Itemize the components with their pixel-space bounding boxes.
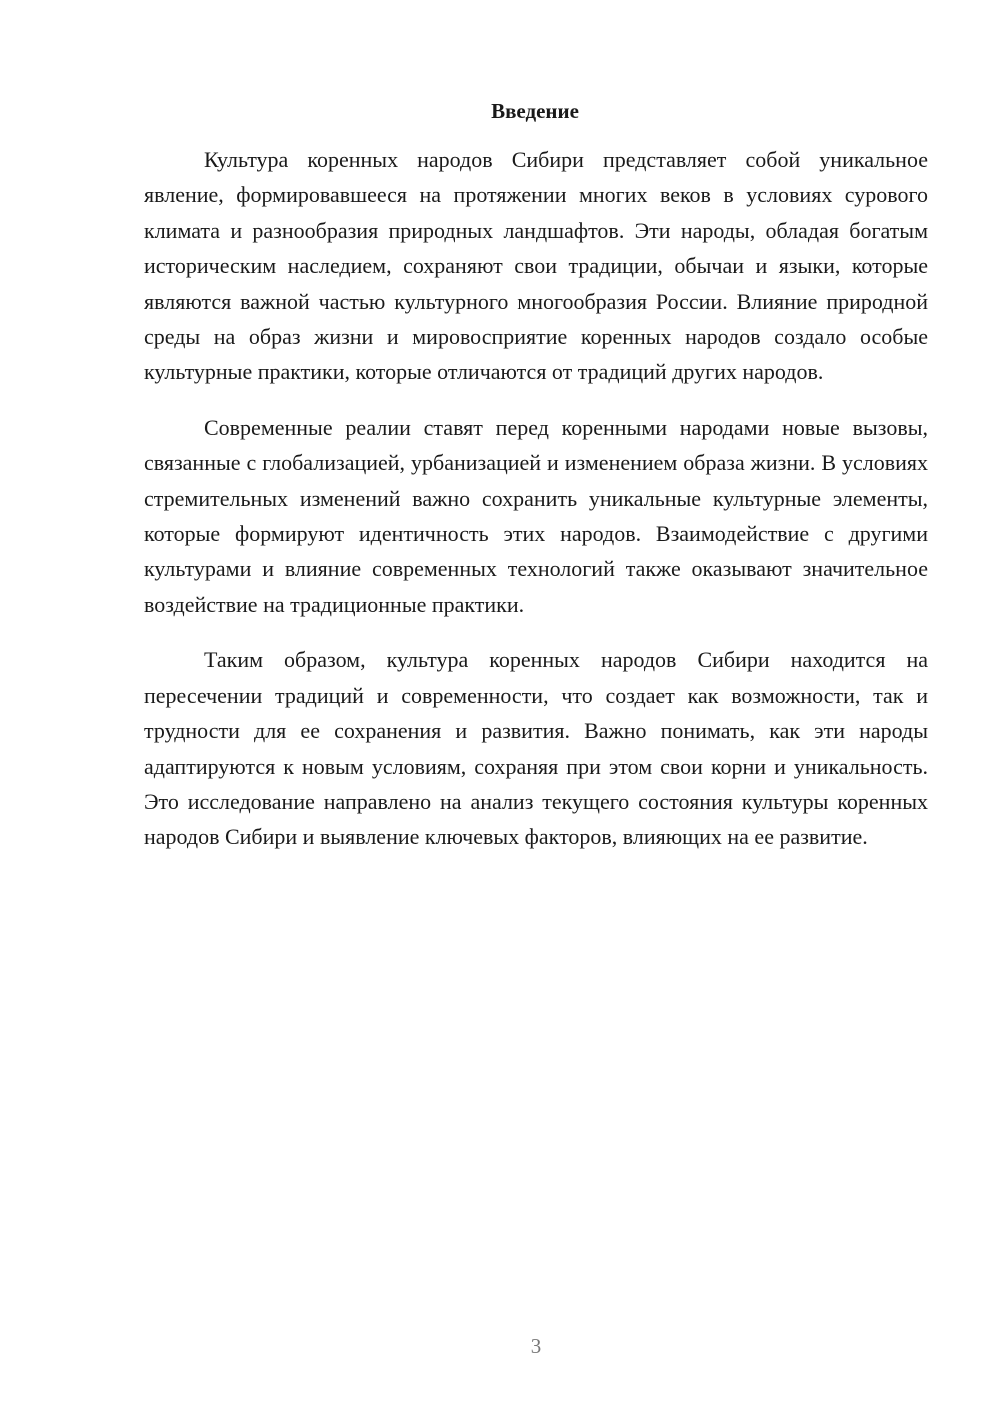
page-number: 3 bbox=[530, 1334, 542, 1358]
section-title: Введение bbox=[491, 99, 579, 123]
document-body bbox=[144, 142, 928, 875]
paragraph-2: Современные реалии ставят перед коренными народами новые вызовы, связанные с глобализацией, урбанизацией и изменением образа жизни. В условиях стремительных изменений важно сохранить уникальные культурные элементы, которые формируют идентичность этих народов. Взаимодействие с другими культурами и влияние современных технологий также оказывают значительное воздействие на традиционные практики. bbox=[144, 414, 928, 617]
paragraph-3: Таким образом, культура коренных народов Сибири находится на пересечении традиций и современности, что создает как возможности, так и трудности для ее сохранения и развития. Важно понимать, как эти народы адаптируются к новым условиям, сохраняя при этом свои корни и уникальность. Это исследование направлено на анализ текущего состояния культуры коренных народов Сибири и выявление ключевых факторов, влияющих на ее развитие. bbox=[144, 647, 928, 850]
paragraph-1: Культура коренных народов Сибири представляет собой уникальное явление, формировавшееся на протяжении многих веков в условиях сурового климата и разнообразия природных ландшафтов. Эти народы, обладая богатым историческим наследием, сохраняют свои традиции, обычаи и языки, которые являются важной частью культурного многообразия России. Влияние природной среды на образ жизни и мировосприятие коренных народов создало особые культурные практики, которые отличаются от традиций других народов. bbox=[144, 147, 928, 385]
